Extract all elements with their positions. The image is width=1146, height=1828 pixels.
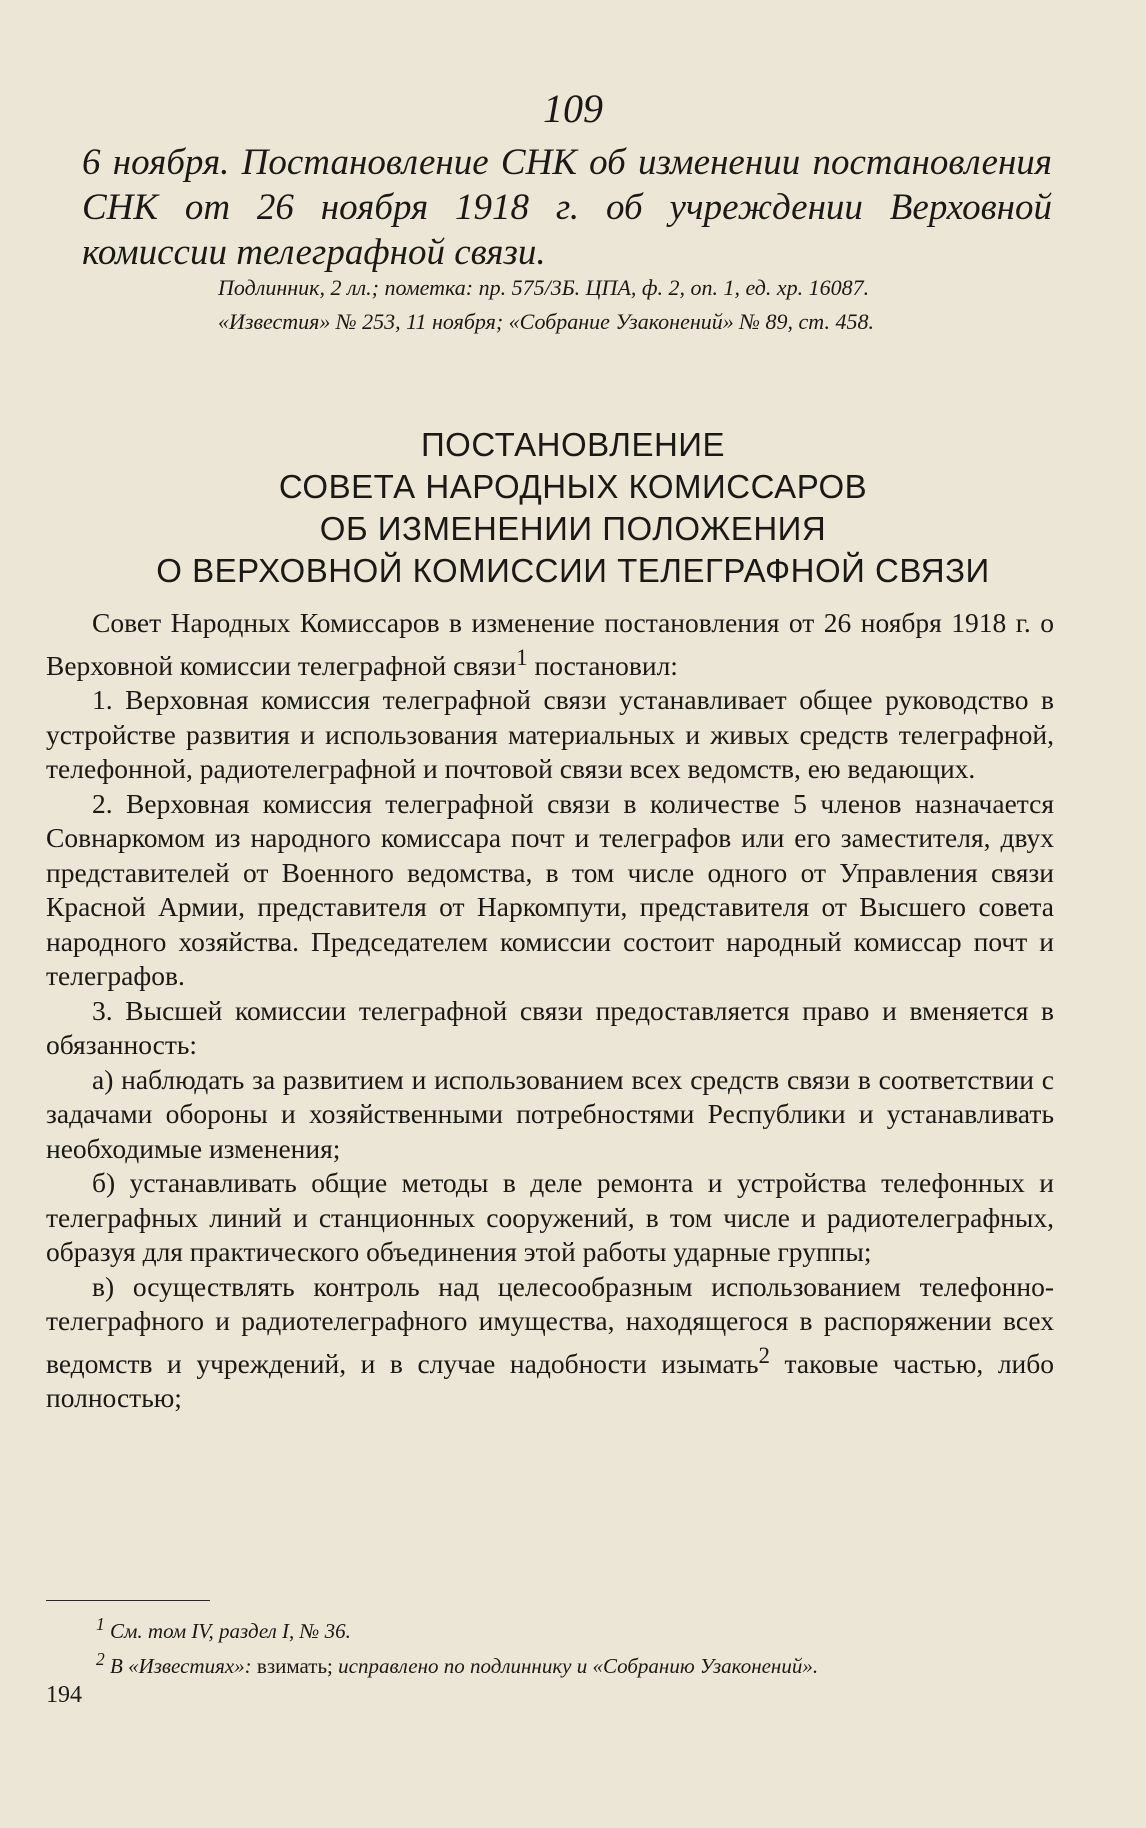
page-number: 194 — [46, 1682, 82, 1708]
paragraph-1: 1. Верховная комиссия телеграфной связи устанавливает общее руководство в устройстве развития и использования материальных и живых средств телеграфной, телефонной, радиотелеграфной и почтовой связи всех ведомств, ею ведающих. — [46, 684, 1054, 785]
footnotes — [46, 1610, 1054, 1680]
intro-text-end: постановил: — [527, 649, 678, 681]
document-number: 109 — [543, 86, 603, 131]
footnote-2-text-end: исправлено по подлиннику и «Собранию Узаконений». — [338, 1654, 819, 1678]
intro-paragraph — [46, 606, 1054, 683]
footnote-divider — [46, 1600, 210, 1601]
decree-title — [0, 424, 1146, 592]
decree-title-line-3: ОБ ИЗМЕНЕНИИ ПОЛОЖЕНИЯ — [319, 510, 827, 547]
decree-title-line-1: ПОСТАНОВЛЕНИЕ — [420, 426, 726, 463]
footnote-ref-1: 1 — [516, 644, 528, 670]
subparagraph-b: б) устанавливать общие методы в деле ремонта и устройства телефонных и телеграфных линий и станционных сооружений, в том числе и радиотелеграфных, образуя для практического объединения этой работы ударные группы; — [46, 1167, 1054, 1268]
decree-title-line-4: О ВЕРХОВНОЙ КОМИССИИ ТЕЛЕГРАФНОЙ СВЯЗИ — [156, 552, 990, 589]
subparagraph-c-text: в) осуществлять контроль над целесообразным использованием телефонно-телеграфного и радиотелеграфного имущества, находящегося в распоряжении всех ведомств и учреждений, и в случае надобности изымать — [46, 1270, 1054, 1379]
footnote-ref-2: 2 — [758, 1342, 770, 1368]
footnote-1 — [46, 1610, 1054, 1645]
paragraph-3: 3. Высшей комиссии телеграфной связи предоставляется право и вменяется в обязанность: — [46, 994, 1054, 1061]
source-publication: «Известия» № 253, 11 ноября; «Собрание Узаконений» № 89, ст. 458. — [218, 309, 874, 334]
source-original: Подлинник, 2 лл.; пометка: пр. 575/3Б. ЦПА, ф. 2, оп. 1, ед. хр. 16087. — [218, 275, 870, 300]
decree-title-line-2: СОВЕТА НАРОДНЫХ КОМИССАРОВ — [278, 468, 868, 505]
footnote-2-text-start: В «Известиях»: — [110, 1654, 252, 1678]
subparagraph-c-text-end: таковые частью, либо полностью; — [46, 1347, 1055, 1414]
document-heading: 6 ноября. Постановление СНК об изменении постановления СНК от 26 ноября 1918 г. об учреждении Верховной комиссии телеграфной связи. — [82, 142, 1052, 273]
footnote-1-marker: 1 — [96, 1614, 105, 1634]
footnote-1-text: См. том IV, раздел I, № 36. — [110, 1619, 351, 1643]
subparagraph-a: а) наблюдать за развитием и использованием всех средств связи в соответствии с задачами обороны и хозяйственными потребностями Республики и устанавливать необходимые изменения; — [46, 1063, 1054, 1164]
decree-body — [46, 606, 1054, 1416]
footnote-2 — [46, 1645, 1054, 1680]
subparagraph-c — [46, 1270, 1054, 1416]
footnote-2-marker: 2 — [96, 1649, 105, 1669]
footnote-2-quoted-word: взимать; — [256, 1654, 333, 1678]
intro-text: Совет Народных Комиссаров в изменение постановления от 26 ноября 1918 г. о Верховной комиссии телеграфной связи — [46, 607, 1054, 681]
paragraph-2: 2. Верховная комиссия телеграфной связи в количестве 5 членов назначается Совнаркомом из народного комиссара почт и телеграфов или его заместителя, двух представителей от Военного ведомства, в том числе одного от Управления связи Красной Армии, представителя от Наркомпути, представителя от Высшего совета народного хозяйства. Председателем комиссии состоит народный комиссар почт и телеграфов. — [46, 787, 1054, 992]
archival-sources — [218, 274, 1054, 342]
